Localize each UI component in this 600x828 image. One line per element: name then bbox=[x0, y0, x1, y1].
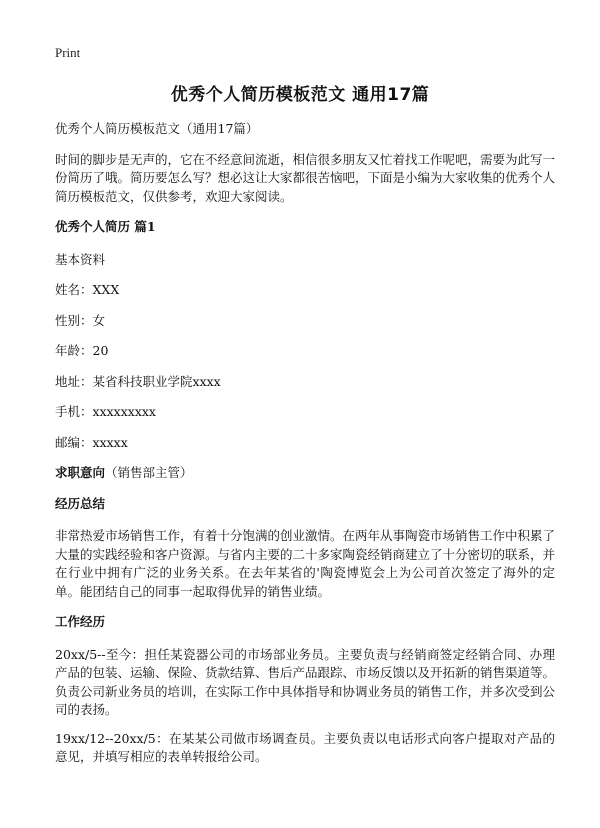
work-item: 20xx/5--至今：担任某瓷器公司的市场部业务员。主要负责与经销商签定经销合同、办理产品的包装、运输、保险、货款结算、售后产品跟踪、市场反馈以及开拓新的销售渠道等。负责公司新业务员的培训，在实际工作中具体指导和协调业务员的销售工作，并多次受到公司的表扬。 bbox=[55, 646, 556, 717]
summary-heading: 经历总结 bbox=[55, 495, 106, 511]
field-name bbox=[55, 281, 555, 300]
field-phone bbox=[55, 403, 555, 422]
field-label: 性别： bbox=[55, 312, 93, 328]
field-value: xxxxxxxxx bbox=[92, 404, 156, 419]
basic-info-label: 基本资料 bbox=[55, 251, 106, 267]
field-value: 某省科技职业学院xxxx bbox=[92, 373, 221, 389]
field-value: 20 bbox=[92, 343, 109, 358]
field-label: 手机： bbox=[55, 404, 93, 419]
document-body bbox=[55, 120, 555, 777]
work-heading: 工作经历 bbox=[55, 614, 106, 629]
field-label: 地址： bbox=[55, 373, 93, 389]
field-label: 年龄： bbox=[55, 343, 93, 358]
job-intent-value: （销售部主管） bbox=[105, 465, 193, 480]
print-link[interactable]: Print bbox=[55, 45, 81, 60]
summary-paragraph: 非常热爱市场销售工作，有着十分饱满的创业激情。在两年从事陶瓷市场销售工作中积累了大量的实践经验和客户资源。与省内主要的二十多家陶瓷经销商建立了十分密切的联系，并在行业中拥有广泛的业务关系。在去年某省的'陶瓷博览会上为公司首次签定了海外的定单。能团结自己的同事一起取得优异的销售业绩。 bbox=[55, 528, 556, 599]
intro-paragraph: 时间的脚步是无声的，它在不经意间流逝，相信很多朋友又忙着找工作呢吧，需要为此写一份简历了哦。简历要怎么写？想必这让大家都很苦恼吧，下面是小编为大家收集的优秀个人简历模板范文，仅供参考，欢迎大家阅读。 bbox=[55, 151, 556, 204]
field-label: 姓名： bbox=[55, 282, 93, 297]
work-item: 19xx/12--20xx/5：在某某公司做市场调查员。主要负责以电话形式向客户提取对产品的意见，并填写相应的表单转报给公司。 bbox=[55, 730, 555, 764]
field-value: xxxxx bbox=[92, 434, 128, 450]
field-age bbox=[55, 342, 555, 361]
field-value: XXX bbox=[92, 282, 120, 297]
resume-heading: 优秀个人简历 篇1 bbox=[55, 219, 156, 234]
field-address bbox=[55, 373, 555, 392]
field-postcode bbox=[55, 434, 555, 453]
field-gender bbox=[55, 312, 555, 331]
document-subtitle: 优秀个人简历模板范文（通用17篇） bbox=[55, 121, 259, 136]
document-title: 优秀个人简历模板范文 通用17篇 bbox=[170, 85, 430, 105]
job-intent-label: 求职意向 bbox=[55, 465, 106, 480]
field-value: 女 bbox=[92, 312, 106, 328]
job-intent bbox=[55, 464, 555, 483]
field-label: 邮编： bbox=[55, 434, 93, 450]
